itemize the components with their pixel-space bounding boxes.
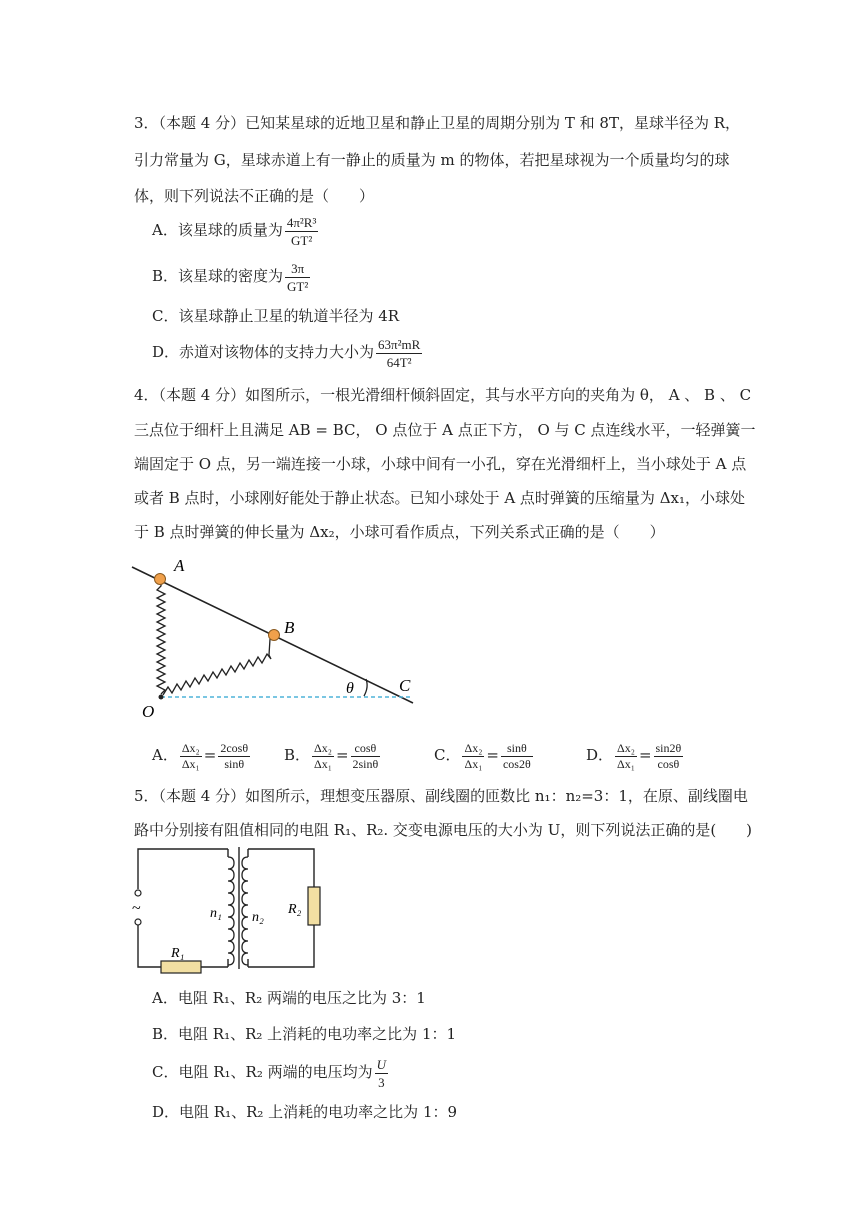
q4-option-d-lhs-den: Δx₁ bbox=[617, 756, 635, 771]
resistor-r2 bbox=[308, 887, 320, 925]
secondary-wire-bottom bbox=[248, 925, 314, 967]
q4-option-a-label: A． bbox=[152, 746, 178, 764]
q3-option-b-denominator: GT² bbox=[287, 278, 309, 294]
q3-stem-line2: 引力常量为 G，星球赤道上有一静止的质量为 m 的物体，若把星球视为一个质量均匀的球 bbox=[134, 151, 730, 169]
ac-source-symbol: ~ bbox=[132, 900, 141, 917]
q4-option-a-rhs-den: sinθ bbox=[224, 756, 245, 771]
q3-option-d-numerator: 63π²mR bbox=[378, 336, 421, 352]
pivot-o bbox=[159, 695, 164, 700]
label-b: B bbox=[284, 618, 295, 637]
q3-option-a-numerator: 4π²R³ bbox=[286, 214, 317, 230]
q5-option-b: B．电阻 R₁、R₂ 上消耗的电功率之比为 1：1 bbox=[152, 1025, 457, 1043]
label-theta: θ bbox=[346, 680, 354, 697]
q4-option-b-label: B． bbox=[284, 746, 311, 764]
q3-option-b-fraction bbox=[285, 260, 310, 295]
ball-at-b bbox=[269, 630, 280, 641]
label-o: O bbox=[142, 702, 155, 721]
q4-option-c-rhs bbox=[501, 741, 533, 772]
q5-transformer-figure bbox=[128, 845, 338, 980]
resistor-r1 bbox=[161, 961, 201, 973]
label-c: C bbox=[399, 676, 411, 695]
q4-option-b-rhs-num: cosθ bbox=[351, 741, 381, 757]
q5-option-c bbox=[152, 1052, 390, 1092]
q4-option-d-lhs-num: Δx₂ bbox=[617, 740, 635, 755]
q4-option-b-eq: = bbox=[335, 746, 349, 764]
q3-option-d-fraction bbox=[376, 336, 422, 371]
q4-option-d-rhs-num: sin2θ bbox=[655, 740, 682, 755]
q5-option-c-fraction bbox=[375, 1056, 388, 1091]
q4-option-a-lhs bbox=[180, 741, 202, 772]
q3-option-b-text: B．该星球的密度为 bbox=[152, 267, 284, 285]
q4-option-d-label: D． bbox=[586, 746, 614, 764]
q3-stem-line3: 体，则下列说法不正确的是（ ） bbox=[134, 187, 375, 205]
q4-option-d-rhs-den: cosθ bbox=[657, 756, 680, 771]
source-terminal-bottom bbox=[135, 919, 141, 925]
q4-option-d-lhs bbox=[615, 741, 637, 772]
q3-option-d-denominator: 64T² bbox=[386, 354, 412, 370]
q4-option-a-rhs-num: 2cosθ bbox=[220, 740, 249, 755]
q5-stem-line1: 5．（本题 4 分）如图所示，理想变压器原、副线圈的匝数比 n₁：n₂=3：1，在原、副线圈电 bbox=[134, 787, 748, 805]
secondary-coil bbox=[242, 857, 248, 965]
q4-option-b-rhs bbox=[351, 741, 381, 772]
q4-stem-line1: 4．（本题 4 分）如图所示，一根光滑细杆倾斜固定，其与水平方向的夹角为 θ， A 、 B 、 C bbox=[134, 386, 752, 404]
q4-option-d-eq: = bbox=[638, 746, 652, 764]
q5-option-d: D．电阻 R₁、R₂ 上消耗的电功率之比为 1：9 bbox=[152, 1103, 458, 1121]
q4-option-a-rhs bbox=[218, 741, 250, 772]
q5-option-a: A．电阻 R₁、R₂ 两端的电压之比为 3：1 bbox=[152, 989, 426, 1007]
source-terminal-top bbox=[135, 890, 141, 896]
q5-option-c-denominator: 3 bbox=[378, 1074, 385, 1090]
q4-option-d-rhs bbox=[654, 741, 684, 772]
q4-option-d bbox=[586, 735, 685, 775]
q4-option-c-lhs bbox=[462, 741, 484, 772]
q4-option-b-lhs bbox=[312, 741, 334, 772]
q5-option-c-text: C．电阻 R₁、R₂ 两端的电压均为 bbox=[152, 1063, 373, 1081]
q3-option-a-fraction bbox=[285, 214, 319, 249]
q4-option-a-lhs-den: Δx₁ bbox=[181, 756, 200, 771]
q4-stem-line3: 端固定于 O 点，另一端连接一小球，小球中间有一小孔，穿在光滑细杆上，当小球处于 A 点 bbox=[134, 455, 747, 473]
q3-option-b-numerator: 3π bbox=[285, 260, 310, 278]
q3-option-b bbox=[152, 258, 312, 295]
q4-stem-line4: 或者 B 点时，小球刚好能处于静止状态。已知小球处于 A 点时弹簧的压缩量为 Δx₁，小球处 bbox=[134, 489, 746, 507]
primary-wire-bottom bbox=[138, 925, 161, 967]
q4-option-a-lhs-num: Δx₂ bbox=[181, 740, 200, 755]
q3-option-c: C．该星球静止卫星的轨道半径为 4R bbox=[152, 307, 400, 325]
label-n2: n₂ bbox=[252, 910, 264, 925]
label-r2: R₂ bbox=[288, 902, 302, 917]
q4-option-a-eq: = bbox=[203, 746, 217, 764]
q3-option-d bbox=[152, 334, 424, 371]
q4-option-c-label: C． bbox=[434, 746, 461, 764]
q4-stem-line5: 于 B 点时弹簧的伸长量为 Δx₂，小球可看作质点，下列关系式正确的是（ ） bbox=[134, 523, 665, 541]
primary-coil bbox=[228, 857, 234, 965]
label-n1: n₁ bbox=[210, 906, 222, 921]
label-r1: R₁ bbox=[171, 946, 185, 961]
q4-option-b-lhs-den: Δx₁ bbox=[314, 756, 332, 771]
angle-arc bbox=[364, 679, 367, 696]
q4-option-c-rhs-num: sinθ bbox=[501, 741, 533, 757]
primary-wire-top bbox=[138, 849, 228, 889]
q3-option-a-denominator: GT² bbox=[290, 232, 313, 248]
q4-option-c-lhs-den: Δx₁ bbox=[464, 756, 483, 771]
ball-at-a bbox=[155, 574, 166, 585]
q3-option-a bbox=[152, 212, 320, 249]
q3-option-d-text: D．赤道对该物体的支持力大小为 bbox=[152, 343, 375, 361]
vertical-spring bbox=[157, 582, 165, 694]
q4-stem-line2: 三点位于细杆上且满足 AB = BC， O 点位于 A 点正下方， O 与 C 点连线水平，一轻弹簧一 bbox=[134, 421, 756, 439]
secondary-wire-top bbox=[248, 849, 314, 887]
q4-option-c-lhs-num: Δx₂ bbox=[464, 740, 483, 755]
q4-option-c-rhs-den: cos2θ bbox=[502, 756, 531, 771]
q4-option-c bbox=[434, 735, 535, 775]
q4-option-b bbox=[284, 735, 382, 775]
q3-stem-line1: 3．（本题 4 分）已知某星球的近地卫星和静止卫星的周期分别为 T 和 8T，星球半径为 R， bbox=[134, 114, 741, 132]
q4-option-a bbox=[152, 735, 252, 775]
label-a: A bbox=[174, 556, 185, 575]
q5-option-c-numerator: U bbox=[376, 1056, 387, 1072]
q4-option-c-eq: = bbox=[486, 746, 499, 764]
q4-option-b-lhs-num: Δx₂ bbox=[314, 740, 332, 755]
q4-incline-figure bbox=[128, 555, 428, 725]
q3-option-a-text: A．该星球的质量为 bbox=[152, 221, 283, 239]
diagonal-spring bbox=[163, 639, 271, 695]
q4-option-b-rhs-den: 2sinθ bbox=[352, 756, 379, 771]
q5-stem-line2: 路中分别接有阻值相同的电阻 R₁、R₂. 交变电源电压的大小为 U，则下列说法正确的是( ) bbox=[134, 821, 753, 839]
